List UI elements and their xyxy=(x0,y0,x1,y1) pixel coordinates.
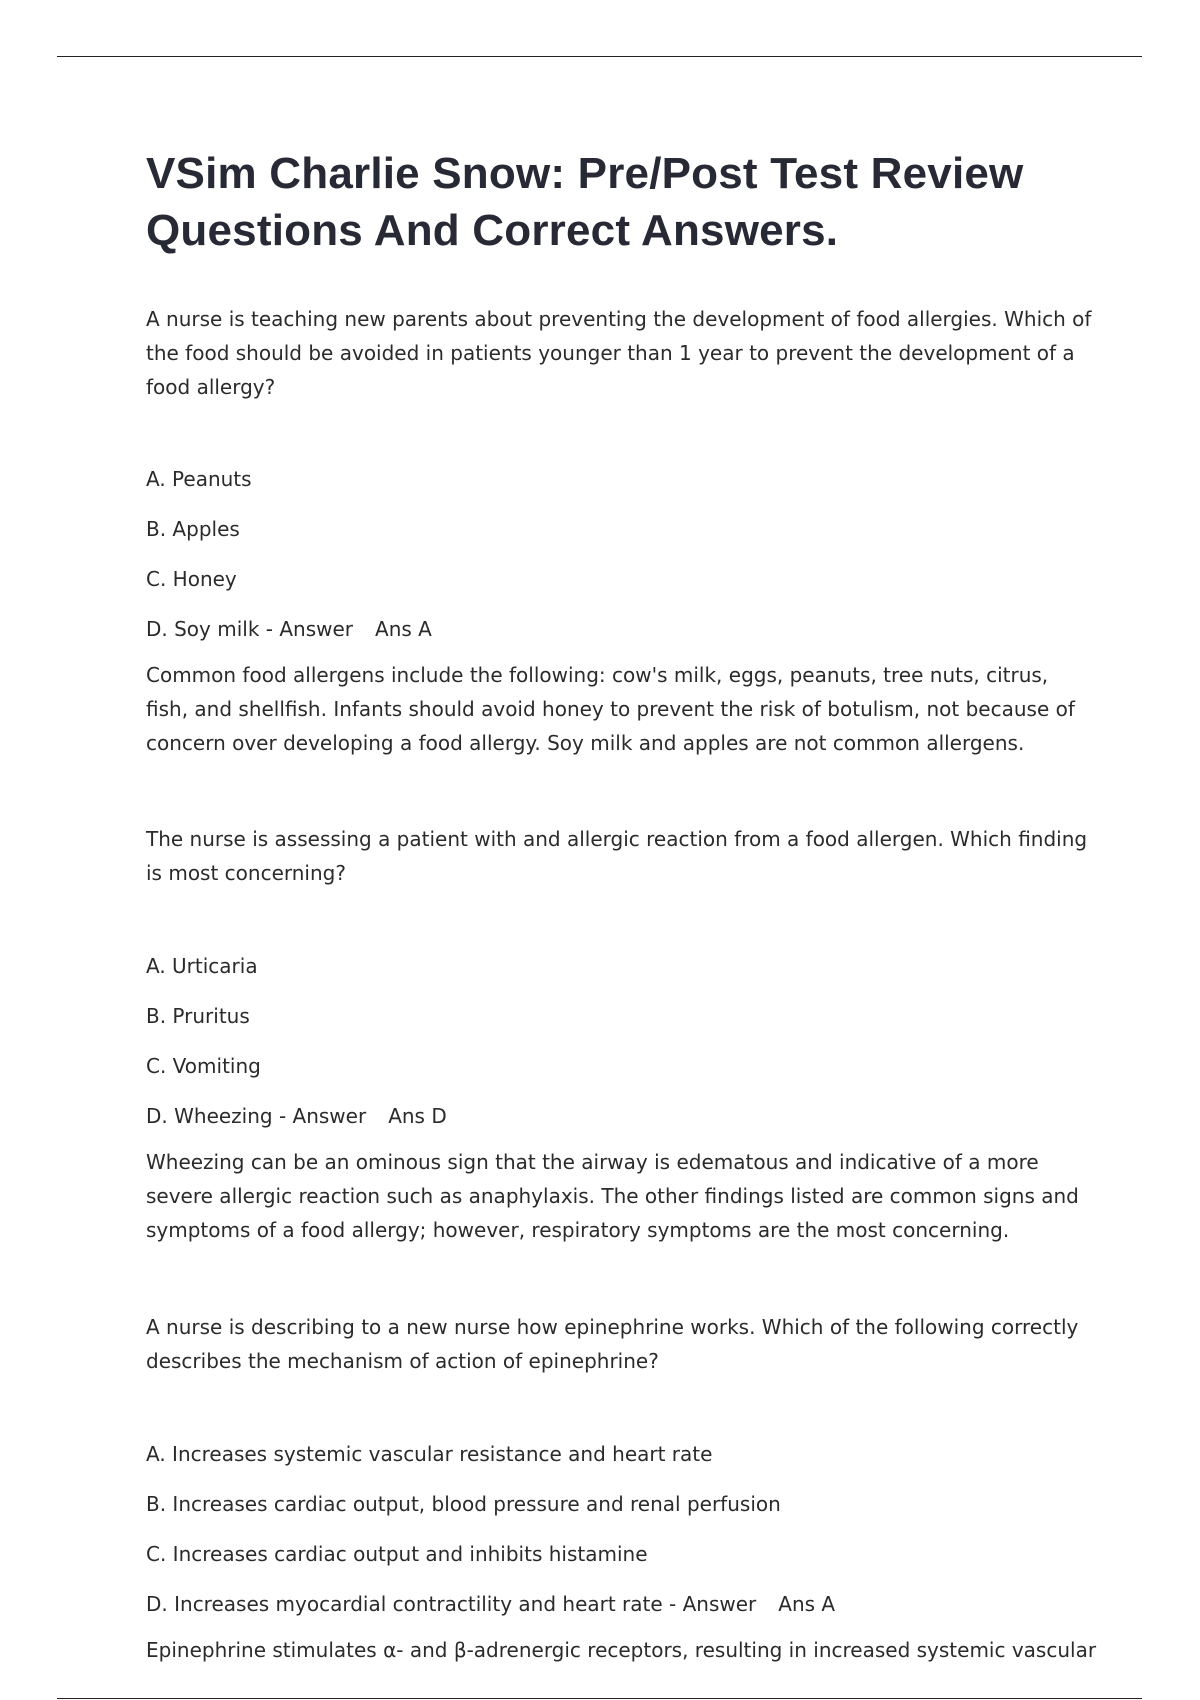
option-b xyxy=(146,515,1096,543)
option-label: D. Increases myocardial contractility and heart rate - Answer xyxy=(146,1592,757,1616)
option-label: C. Increases cardiac output and inhibits histamine xyxy=(146,1542,648,1566)
option-label: C. Vomiting xyxy=(146,1054,261,1078)
option-list xyxy=(146,952,1096,1130)
option-label: A. Increases systemic vascular resistance and heart rate xyxy=(146,1442,713,1466)
question-text: A nurse is describing to a new nurse how epinephrine works. Which of the following correctly describes the mechanism of action of epinephrine? xyxy=(146,1315,1079,1373)
option-label: B. Apples xyxy=(146,517,240,541)
question-text: The nurse is assessing a patient with and allergic reaction from a food allergen. Which finding is most concerning? xyxy=(146,827,1088,885)
answer-key: Ans A xyxy=(778,1592,836,1616)
option-a xyxy=(146,952,1096,980)
option-c xyxy=(146,1052,1096,1080)
option-label: B. Pruritus xyxy=(146,1004,250,1028)
option-label: D. Soy milk - Answer xyxy=(146,617,354,641)
option-d xyxy=(146,1590,1096,1618)
rationale-text: Wheezing can be an ominous sign that the airway is edematous and indicative of a more severe allergic reaction such as anaphylaxis. The other findings listed are common signs and symptoms of a food allergy; however, respiratory symptoms are the most concerning. xyxy=(146,1150,1079,1242)
option-label: B. Increases cardiac output, blood pressure and renal perfusion xyxy=(146,1492,781,1516)
option-a xyxy=(146,465,1096,493)
option-label: A. Urticaria xyxy=(146,954,258,978)
top-divider xyxy=(57,56,1142,57)
rationale-text: Common food allergens include the following: cow's milk, eggs, peanuts, tree nuts, citrus, fish, and shellfish. Infants should avoid honey to prevent the risk of botulism, not because of concern over developing a food allergy. Soy milk and apples are not common allergens. xyxy=(146,663,1075,755)
answer-key: Ans A xyxy=(375,617,432,641)
question-block-1 xyxy=(146,302,1096,760)
option-a xyxy=(146,1440,1096,1468)
answer-key: Ans D xyxy=(388,1104,447,1128)
question-text: A nurse is teaching new parents about preventing the development of food allergies. Which of the food should be avoided in patients younger than 1 year to prevent the development of a food allergy? xyxy=(146,307,1092,399)
option-list xyxy=(146,1440,1096,1618)
question-block-3 xyxy=(146,1310,1096,1667)
option-b xyxy=(146,1490,1096,1518)
option-label: D. Wheezing - Answer xyxy=(146,1104,367,1128)
option-list xyxy=(146,465,1096,643)
bottom-divider xyxy=(57,1698,1142,1699)
option-label: A. Peanuts xyxy=(146,467,252,491)
option-d xyxy=(146,1102,1096,1130)
option-d xyxy=(146,615,1096,643)
option-c xyxy=(146,1540,1096,1568)
question-block-2 xyxy=(146,822,1096,1247)
document-title: VSim Charlie Snow: Pre/Post Test Review Questions And Correct Answers. xyxy=(146,149,1024,255)
document-content xyxy=(146,145,1096,1667)
option-label: C. Honey xyxy=(146,567,237,591)
rationale-text: Epinephrine stimulates α- and β-adrenergic receptors, resulting in increased systemic vascular xyxy=(146,1638,1097,1662)
option-c xyxy=(146,565,1096,593)
option-b xyxy=(146,1002,1096,1030)
